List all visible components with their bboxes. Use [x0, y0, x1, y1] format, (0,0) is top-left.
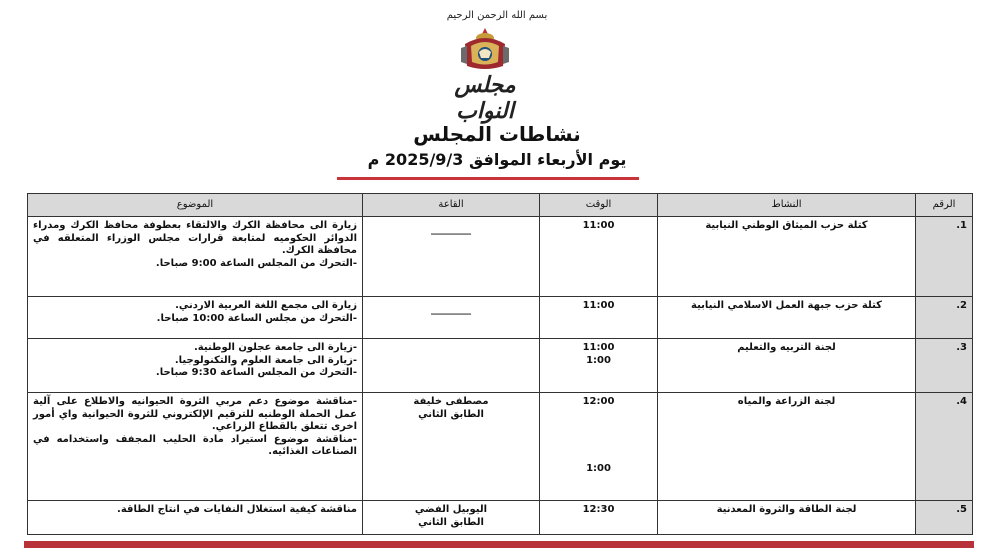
- row-activity: لجنة الطاقة والثروة المعدنية: [658, 501, 916, 535]
- row-time: [540, 501, 658, 535]
- hall-value: ________: [431, 304, 471, 315]
- hall-value: مصطفى خليفة: [413, 396, 489, 407]
- topic-text: -زيارة الى جامعة العلوم والتكنولوجيا.: [174, 354, 357, 366]
- activities-table: [27, 193, 973, 535]
- time-value: 11:00: [582, 220, 615, 231]
- row-time: [540, 217, 658, 297]
- row-time: [540, 339, 658, 393]
- row-topic: [28, 339, 363, 393]
- topic-text: زيارة الى محافظة الكرك والالتقاء بعطوفة محافظ الكرك ومدراء الدوائر الحكوميه لمتابعة قرارات مجلس الوزراء المتعلقه في محافظة الكرك.: [33, 220, 357, 257]
- row-topic: [28, 393, 363, 501]
- row-time: [540, 297, 658, 339]
- table-row: [28, 393, 973, 501]
- parliament-logo-text: مجلس النواب: [454, 72, 516, 124]
- row-topic: [28, 297, 363, 339]
- header-number: الرقم: [916, 194, 973, 217]
- time-value: 11:00: [582, 300, 615, 311]
- row-activity: لجنة التربيه والتعليم: [658, 339, 916, 393]
- hall-value: اليوبيل الفضي: [414, 504, 488, 515]
- time-value: 12:00: [582, 396, 615, 407]
- row-number: 5.: [916, 501, 973, 535]
- date-line: يوم الأربعاء الموافق 2025/9/3 م: [367, 150, 627, 169]
- row-hall: [363, 393, 540, 501]
- topic-text: -التحرك من المجلس الساعة 9:30 صباحا.: [155, 367, 357, 379]
- row-hall: [363, 501, 540, 535]
- table-row: [28, 297, 973, 339]
- row-activity: كتلة حزب الميثاق الوطني النيابية: [658, 217, 916, 297]
- time-value: 12:30: [582, 504, 615, 515]
- header-hall: القاعة: [363, 194, 540, 217]
- page-title: نشاطات المجلس: [413, 122, 581, 146]
- table-header-row: [28, 194, 973, 217]
- row-number: 4.: [916, 393, 973, 501]
- time-value: 1:00: [586, 462, 611, 474]
- time-value: 11:00: [582, 342, 615, 353]
- row-activity: كتلة حزب جبهة العمل الاسلامي النيابية: [658, 297, 916, 339]
- title-underline: [337, 177, 639, 180]
- topic-text: -مناقشة موضوع استيراد مادة الحليب المجفف واستخدامه في الصناعات الغذائيه.: [33, 433, 357, 458]
- table-row: [28, 217, 973, 297]
- topic-text: -زيارة الى جامعة عجلون الوطنية.: [194, 342, 357, 353]
- row-number: 1.: [916, 217, 973, 297]
- topic-text: مناقشة كيفية استغلال النفايات في انتاج الطاقة.: [117, 504, 357, 515]
- jordan-emblem-icon: [457, 26, 513, 72]
- topic-text: -التحرك من المجلس الساعة 9:00 صباحا.: [155, 257, 357, 269]
- row-number: 2.: [916, 297, 973, 339]
- hall-floor: الطابق الثاني: [418, 408, 484, 420]
- row-activity: لجنة الزراعة والمياه: [658, 393, 916, 501]
- basmala: بسم الله الرحمن الرحيم: [446, 10, 548, 21]
- topic-text: زيارة الى مجمع اللغة العربية الاردني.: [175, 300, 357, 311]
- row-topic: [28, 501, 363, 535]
- header-topic: الموضوع: [28, 194, 363, 217]
- table-row: [28, 501, 973, 535]
- row-hall: [363, 217, 540, 297]
- header-time: الوقت: [540, 194, 658, 217]
- row-hall: [363, 297, 540, 339]
- topic-text: -التحرك من مجلس الساعة 10:00 صباحا.: [156, 312, 357, 324]
- time-value: 1:00: [586, 354, 611, 366]
- hall-floor: الطابق الثاني: [418, 516, 484, 528]
- row-time: [540, 393, 658, 501]
- row-hall: [363, 339, 540, 393]
- hall-value: ________: [431, 224, 471, 235]
- footer-rule: [24, 541, 974, 548]
- table-row: [28, 339, 973, 393]
- topic-text: -مناقشة موضوع دعم مربي الثروة الحيوانيه والاطلاع على آلية عمل الحملة الوطنيه للترقيم الإلكتروني للثروة الحيوانية واي أمور اخرى تتعلق بالقطاع الزراعي.: [33, 396, 357, 433]
- row-topic: [28, 217, 363, 297]
- header-activity: النشاط: [658, 194, 916, 217]
- row-number: 3.: [916, 339, 973, 393]
